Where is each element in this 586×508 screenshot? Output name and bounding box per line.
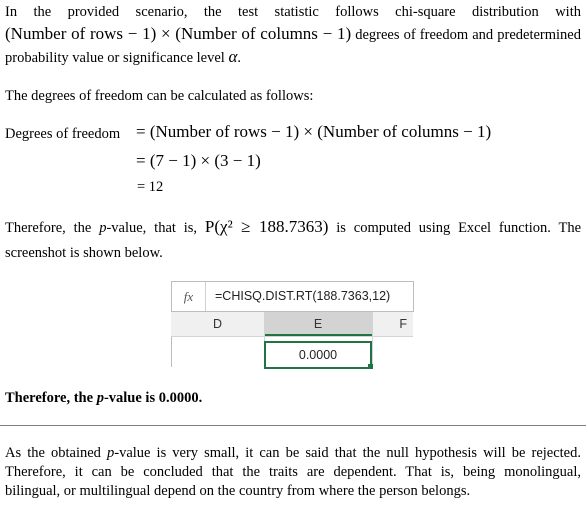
- header-divider: [264, 312, 265, 336]
- fx-icon[interactable]: fx: [172, 282, 206, 311]
- pvalue-line-1-mid: -value, that is,: [106, 220, 198, 236]
- pvalue-line-1-pre: Therefore, the: [5, 220, 92, 236]
- column-header-e-label: E: [313, 317, 323, 331]
- conclusion-line-1: [5, 444, 581, 463]
- pvalue-line-1: [5, 216, 581, 239]
- result-post: -value is 0.0000.: [103, 390, 203, 406]
- cell-value: 0.0000: [298, 348, 338, 362]
- dof-equation-line-2: = (7 − 1) × (3 − 1): [136, 151, 261, 170]
- conclusion-pre: As the obtained: [5, 445, 101, 461]
- conclusion-post: -value is very small, it can be said that the null hypothesis will be rejected.: [114, 445, 581, 461]
- grid-line: [171, 337, 172, 367]
- intro-line-2-tail: degrees of freedom and predetermined: [355, 27, 581, 43]
- intro-line-3-text: probability value or significance level: [5, 50, 225, 66]
- dof-intro: The degrees of freedom can be calculated as follows:: [5, 88, 314, 104]
- section-divider: [0, 425, 586, 426]
- alpha-symbol: α: [228, 47, 238, 66]
- result-statement: [5, 388, 202, 409]
- conclusion-p-symbol: p: [106, 445, 115, 461]
- column-header-d[interactable]: [171, 312, 264, 336]
- dof-equation-line-3: = 12: [137, 179, 164, 195]
- probability-expression: P(χ² ≥ 188.7363): [204, 217, 329, 236]
- dof-label: Degrees of freedom: [5, 126, 121, 142]
- intro-line-1: In the provided scenario, the test statistic follows chi-square distribution with: [5, 4, 581, 20]
- formula-bar[interactable]: [171, 281, 414, 312]
- p-symbol: p: [99, 220, 107, 236]
- pvalue-line-1-post: is computed using Excel function. The: [336, 220, 582, 236]
- column-header-e[interactable]: [264, 312, 372, 336]
- intro-line-2: [5, 23, 581, 46]
- conclusion-line-2: Therefore, it can be concluded that the traits are dependent. That is, being monolingual,: [5, 464, 581, 480]
- grid-line: [372, 337, 373, 367]
- column-header-d-label: D: [212, 317, 223, 331]
- result-pre: Therefore, the: [5, 390, 94, 406]
- dof-formula-inline: (Number of rows − 1) × (Number of columns − 1): [5, 24, 352, 43]
- pvalue-line-2: screenshot is shown below.: [5, 245, 163, 261]
- column-header-row: [171, 312, 413, 337]
- fill-handle[interactable]: [368, 364, 373, 369]
- dof-equation-line-1: = (Number of rows − 1) × (Number of columns − 1): [136, 122, 492, 141]
- excel-screenshot: [171, 281, 413, 370]
- header-divider: [372, 312, 373, 336]
- intro-line-3: probability value or significance level α.: [5, 47, 242, 66]
- column-header-f-label: F: [399, 317, 407, 331]
- conclusion-line-3: bilingual, or multilingual depend on the country from where the person belongs.: [5, 483, 471, 499]
- selected-cell-e[interactable]: [264, 341, 372, 369]
- formula-text[interactable]: =CHISQ.DIST.RT(188.7363,12): [215, 289, 391, 303]
- result-p-symbol: p: [96, 390, 104, 406]
- column-header-f[interactable]: [372, 312, 413, 336]
